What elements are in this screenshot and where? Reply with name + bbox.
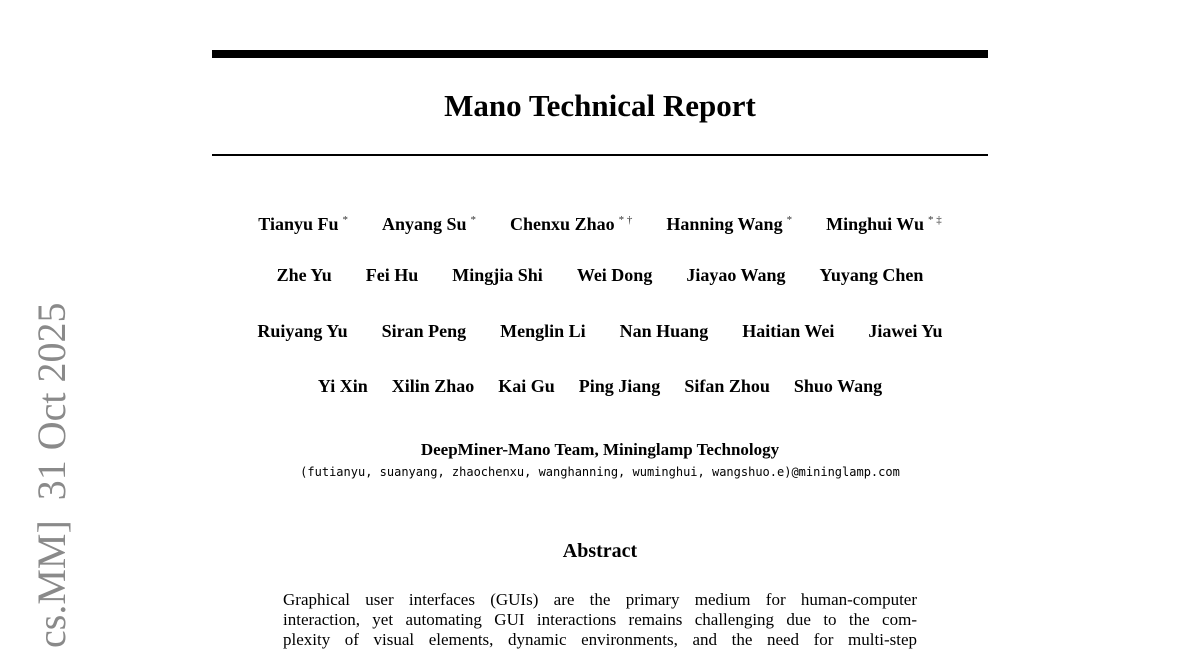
author-affiliation-marks: * † xyxy=(618,214,633,226)
author: Haitian Wei xyxy=(742,321,835,341)
author: Fei Hu xyxy=(365,265,419,285)
abstract-heading: Abstract xyxy=(562,540,638,562)
author: Yuyang Chen xyxy=(819,265,924,285)
author: Ruiyang Yu xyxy=(257,321,348,341)
paper-title: Mano Technical Report xyxy=(444,88,756,123)
author-affiliation-marks: * xyxy=(470,214,477,226)
author: Menglin Li xyxy=(500,321,586,341)
author-affiliation-marks: * ‡ xyxy=(927,214,942,226)
author: Sifan Zhou xyxy=(684,376,770,396)
author-row xyxy=(212,208,988,236)
author: Chenxu Zhao * † xyxy=(510,214,633,234)
author-affiliation-marks: * xyxy=(342,214,348,226)
author: Mingjia Shi xyxy=(452,265,543,285)
author: Zhe Yu xyxy=(276,265,332,285)
author: Kai Gu xyxy=(498,376,555,396)
author: Minghui Wu * ‡ xyxy=(826,214,942,234)
author: Wei Dong xyxy=(576,265,653,285)
author: Siran Peng xyxy=(381,321,467,341)
arxiv-stamp: cs.MM] 31 Oct 2025 xyxy=(29,302,74,648)
author: Hanning Wang * xyxy=(666,214,793,234)
abstract-line: Graphical user interfaces (GUIs) are the primary medium for human-computer xyxy=(283,590,917,609)
author-row xyxy=(212,374,988,398)
author: Anyang Su * xyxy=(382,214,477,234)
author: Jiawei Yu xyxy=(868,321,943,341)
author-emails: (futianyu, suanyang, zhaochenxu, wanghanning, wuminghui, wangshuo.e)@mininglamp.com xyxy=(300,465,900,479)
author: Ping Jiang xyxy=(578,376,661,396)
author-row xyxy=(212,263,988,287)
abstract-body xyxy=(283,590,917,650)
affiliation: DeepMiner-Mano Team, Mininglamp Technology xyxy=(420,440,780,459)
author: Tianyu Fu * xyxy=(258,214,348,234)
author: Nan Huang xyxy=(619,321,709,341)
author: Shuo Wang xyxy=(793,376,883,396)
title-rule-bottom xyxy=(212,154,988,156)
abstract-line: interaction, yet automating GUI interactions remains challenging due to the com- xyxy=(283,610,917,629)
author: Jiayao Wang xyxy=(686,265,786,285)
author: Yi Xin xyxy=(317,376,368,396)
title-rule-top xyxy=(212,50,988,58)
author: Xilin Zhao xyxy=(391,376,475,396)
abstract-line: plexity of visual elements, dynamic environments, and the need for multi-step xyxy=(283,630,917,649)
author-affiliation-marks: * xyxy=(786,214,793,226)
author-row xyxy=(212,319,988,343)
